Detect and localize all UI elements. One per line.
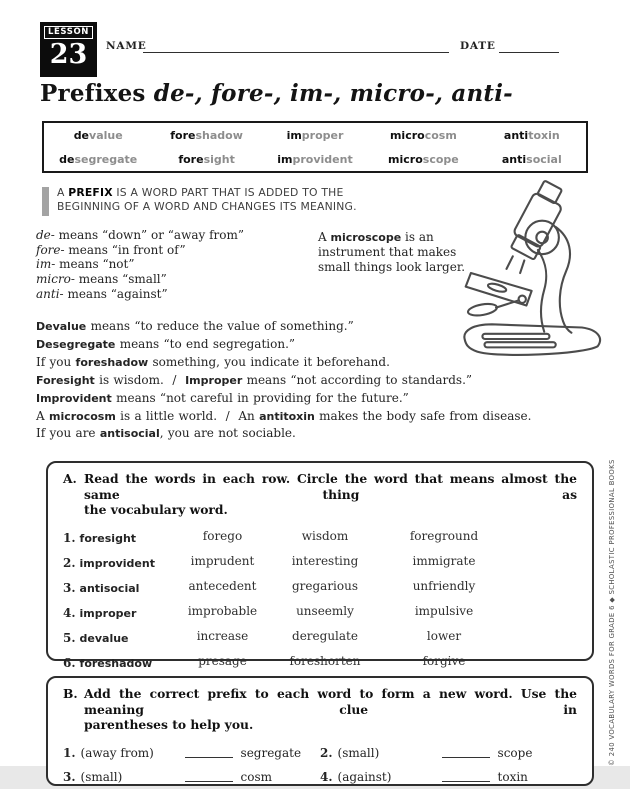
word-improper: improper [286, 128, 344, 142]
option-word[interactable]: foreshorten [289, 654, 361, 668]
date-line[interactable] [499, 52, 559, 53]
section-a-rows [63, 524, 577, 674]
table-row: 2. improvident imprudent interesting immigrate [63, 549, 577, 574]
prefix-blank[interactable] [442, 771, 490, 782]
copyright-sidebar: © 240 VOCABULARY WORDS FOR GRADE 6 ◆ SCHOLASTIC PROFESSIONAL BOOKS [608, 459, 616, 766]
option-word[interactable]: gregarious [291, 579, 359, 593]
word-antitoxin: antitoxin [503, 128, 560, 142]
option-word[interactable]: improbable [187, 604, 258, 618]
word-desegregate: desegregate [59, 152, 138, 166]
prefix-blank[interactable] [185, 747, 233, 758]
meaning-clue: (small) [80, 769, 123, 784]
definition-line: Improvident means “not careful in providing for the future.” [36, 390, 409, 405]
root-word: scope [497, 745, 533, 760]
definitions-list [36, 318, 602, 443]
meaning-clue: (against) [337, 769, 392, 784]
lesson-badge [40, 22, 97, 77]
callout-text: A PREFIX IS A WORD PART THAT IS ADDED TO THE BEGINNING OF A WORD AND CHANGES ITS MEANING. [57, 186, 357, 213]
section-a-heading: A. Read the words in each row. Circle the word that means almost the same thing as the vocabulary word. [63, 471, 577, 517]
section-b-box [46, 676, 594, 786]
prefix-meanings-list [36, 228, 244, 302]
option-word[interactable]: foreground [409, 529, 479, 543]
microscope-note: A microscope is an instrument that makes small things look larger. [318, 230, 466, 275]
section-b-rows [63, 741, 577, 789]
name-label: NAME [106, 40, 147, 52]
microscope-stage [466, 273, 532, 305]
root-word: toxin [497, 769, 528, 784]
table-row: 3. antisocial antecedent gregarious unfriendly [63, 574, 577, 599]
list-item: 2. (small) scope [320, 745, 533, 760]
vocab-word: foresight [79, 531, 137, 545]
table-row: 6. foreshadow presage foreshorten forgive [63, 649, 577, 674]
definition-line: If you are antisocial, you are not sociable. [36, 426, 296, 441]
prefix-meaning-item: fore- means “in front of” [36, 242, 186, 257]
option-word[interactable]: deregulate [292, 629, 358, 643]
prefix-blank[interactable] [442, 747, 490, 758]
option-word[interactable]: forgive [422, 654, 466, 668]
table-row [63, 741, 577, 765]
meaning-clue: (away from) [80, 745, 154, 760]
word-foreshadow: foreshadow [170, 128, 243, 142]
word-devalue: devalue [73, 128, 123, 142]
table-row: 1. foresight forego wisdom foreground [63, 524, 577, 549]
definition-line: Devalue means “to reduce the value of something.” [36, 319, 354, 333]
option-word[interactable]: unseemly [296, 604, 354, 618]
prefix-definition-callout [42, 186, 357, 216]
definition-line: Desegregate means “to end segregation.” [36, 336, 296, 351]
date-label: DATE [460, 40, 496, 52]
vocab-word: antisocial [79, 581, 140, 595]
word-improvident: improvident [277, 152, 353, 166]
option-word[interactable]: immigrate [412, 554, 476, 568]
word-antisocial: antisocial [501, 152, 562, 166]
word-microscope: microscope [388, 152, 459, 166]
word-box [42, 121, 588, 173]
microscope-focus-knob [525, 221, 559, 255]
option-word[interactable]: antecedent [188, 579, 257, 593]
option-word[interactable]: presage [198, 654, 247, 668]
prefix-meaning-item: im- means “not” [36, 257, 135, 272]
name-line[interactable] [143, 52, 449, 53]
option-word[interactable]: interesting [291, 554, 359, 568]
section-a-box [46, 461, 594, 670]
table-row [63, 765, 577, 789]
definition-line: If you foreshadow something, you indicate it beforehand. [36, 354, 390, 369]
list-item: 3. (small) cosm [63, 769, 273, 784]
option-word[interactable]: imprudent [190, 554, 255, 568]
option-word[interactable]: unfriendly [412, 579, 476, 593]
section-b-heading: B. Add the correct prefix to each word to form a new word. Use the meaning clue in parentheses to help you. [63, 686, 577, 732]
prefix-meaning-item: micro- means “small” [36, 272, 167, 287]
page-title [40, 80, 513, 107]
root-word: segregate [240, 745, 302, 760]
callout-bar [42, 187, 49, 216]
list-item: 4. (against) toxin [320, 769, 528, 784]
vocab-word: improper [79, 606, 137, 620]
option-word[interactable]: increase [196, 629, 249, 643]
title-lead: Prefixes [40, 80, 146, 107]
option-word[interactable]: wisdom [301, 529, 349, 543]
microscope-mirror [467, 302, 498, 317]
section-b-label: B. [63, 686, 78, 701]
meaning-clue: (small) [337, 745, 380, 760]
vocab-word: foreshadow [79, 656, 153, 670]
section-a-label: A. [63, 471, 77, 486]
word-foresight: foresight [178, 152, 235, 166]
vocab-word: improvident [79, 556, 155, 570]
table-row: 4. improper improbable unseemly impulsive [63, 599, 577, 624]
prefix-meaning-item: anti- means “against” [36, 286, 168, 301]
prefix-blank[interactable] [185, 771, 233, 782]
option-word[interactable]: forego [202, 529, 243, 543]
list-item: 1. (away from) segregate [63, 745, 302, 760]
word-microcosm: microcosm [389, 128, 457, 142]
title-prefixes: de-, fore-, im-, micro-, anti- [153, 80, 513, 107]
lesson-number: 23 [49, 39, 88, 70]
definition-line: Foresight is wisdom. / Improper means “not according to standards.” [36, 372, 473, 387]
option-word[interactable]: lower [426, 629, 462, 643]
table-row: 5. devalue increase deregulate lower [63, 624, 577, 649]
option-word[interactable]: impulsive [414, 604, 474, 618]
definition-line: A microcosm is a little world. / An antitoxin makes the body safe from disease. [36, 408, 532, 423]
prefix-meaning-item: de- means “down” or “away from” [36, 228, 244, 242]
vocab-word: devalue [79, 631, 129, 645]
lesson-label: LESSON [44, 26, 93, 39]
root-word: cosm [240, 769, 273, 784]
